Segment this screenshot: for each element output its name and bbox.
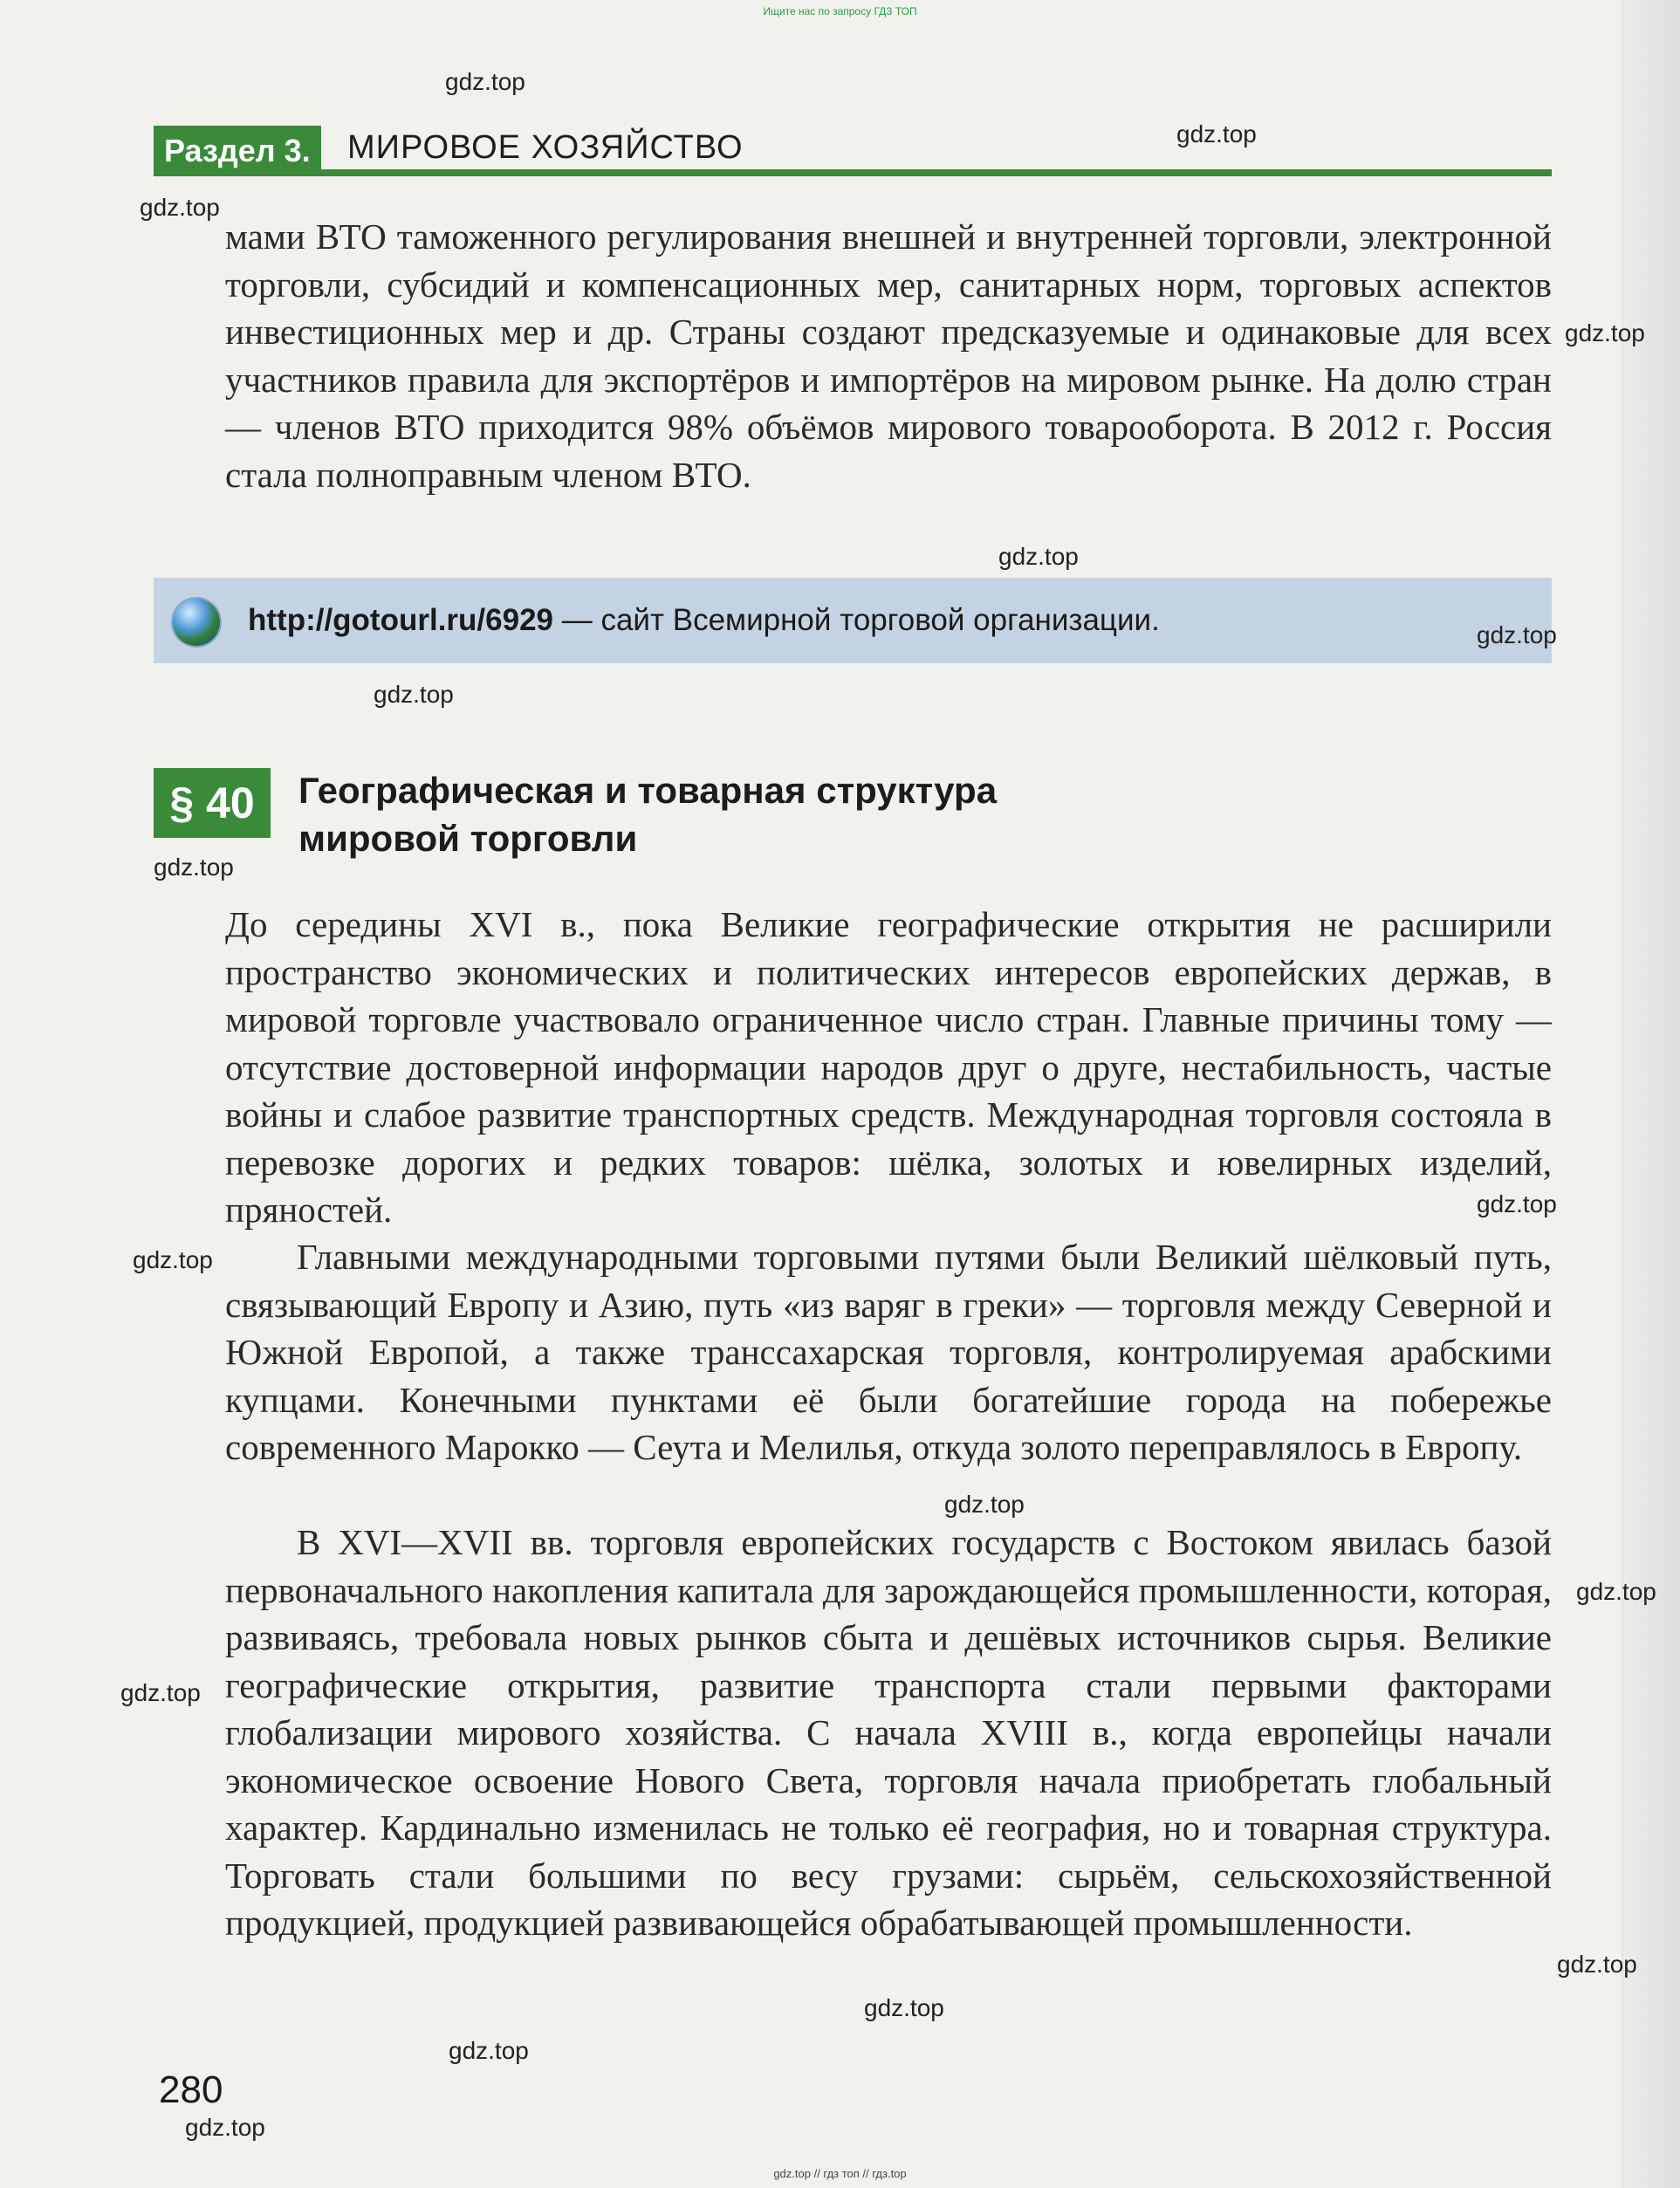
watermark: gdz.top	[1477, 621, 1557, 648]
paragraph-title	[298, 766, 1346, 862]
section-label: Раздел 3.	[154, 126, 321, 176]
watermark: gdz.top	[1176, 120, 1257, 147]
watermark: gdz.top	[154, 854, 234, 881]
watermark: gdz.top	[998, 543, 1079, 570]
section-header	[154, 126, 1552, 180]
body-paragraph-1: До середины XVI в., пока Великие географические открытия не расширили пространство экономических и политических интересов европейских держав, в мировой торговле участвовало ограниченное число стран. Главные причины тому — отсутствие достоверной информации народов друг о друге, нестабильность, частые войны и слабое развитие транспортных средств. Международная торговля состояла в перевозке дорогих и редких товаров: шёлка, золотых и ювелирных изделий, пряностей.	[225, 904, 1552, 1230]
body-paragraph-2: Главными международными торговыми путями были Великий шёлковый путь, связывающий Европу и Азию, путь «из варяг в греки» — торговля между Северной и Южной Европой, а также транссахарская торговля, контролируемая арабскими купцами. Конечными пунктами её были богатейшие города на побережье современного Марокко — Сеута и Мелилья, откуда золото переправлялось в Европу.	[225, 1237, 1552, 1467]
watermark: gdz.top	[1576, 1578, 1656, 1605]
intro-paragraph: мами ВТО таможенного регулирования внешней и внутренней торговли, электронной торговли, субсидий и компенсационных мер, санитарных норм, торговых аспектов инвестиционных мер и др. Страны создают предсказуемые и одинаковые для всех участников правила для экспортёров и импортёров на мировом рынке. На долю стран — членов ВТО приходится 98% объёмов мирового товарооборота. В 2012 г. Россия стала полноправным членом ВТО.	[225, 216, 1552, 495]
section-rule	[318, 169, 1552, 176]
link-text	[248, 597, 1160, 644]
watermark: gdz.top	[374, 681, 454, 708]
watermark: gdz.top	[133, 1246, 213, 1273]
watermark: gdz.top	[120, 1679, 201, 1706]
paragraph-heading	[154, 766, 1375, 871]
watermark: gdz.top	[449, 2037, 529, 2064]
link-box	[154, 578, 1552, 663]
watermark: gdz.top	[1557, 1951, 1637, 1978]
watermark: gdz.top	[1565, 319, 1645, 346]
section-title: МИРОВОЕ ХОЗЯЙСТВО	[347, 129, 744, 166]
paragraph-number: § 40	[154, 768, 271, 838]
watermark: gdz.top	[944, 1491, 1025, 1518]
paragraph-title-line2: мировой торговли	[298, 818, 638, 859]
watermark: gdz.top	[864, 1994, 944, 2021]
bottom-note: gdz.top // гдз топ // гдз.top	[773, 2167, 907, 2180]
top-note: Ищите нас по запросу ГДЗ ТОП	[763, 5, 917, 17]
paragraph-title-line1: Географическая и товарная структура	[298, 770, 998, 811]
link-description: — сайт Всемирной торговой организации.	[553, 603, 1160, 637]
globe-icon	[173, 599, 220, 646]
watermark: gdz.top	[1477, 1190, 1557, 1217]
link-url[interactable]: http://gotourl.ru/6929	[248, 603, 553, 637]
watermark: gdz.top	[140, 194, 220, 221]
page-number: 280	[159, 2068, 223, 2111]
watermark: gdz.top	[185, 2114, 265, 2141]
body-paragraph-3: В XVI—XVII вв. торговля европейских государств с Востоком явилась базой первоначального накопления капитала для зарождающейся промышленности, которая, развиваясь, требовала новых рынков сбыта и дешёвых источников сырья. Великие географические открытия, развитие транспорта стали первыми факторами глобализации мирового хозяйства. С начала XVIII в., когда европейцы начали экономическое освоение Нового Света, торговля начала приобретать глобальный характер. Кардинально изменилась не только её география, но и товарная структура. Торговать стали большими по весу грузами: сырьём, сельскохозяйственной продукцией, продукцией развивающейся обрабатывающей промышленности.	[225, 1522, 1552, 1943]
watermark: gdz.top	[445, 68, 525, 95]
